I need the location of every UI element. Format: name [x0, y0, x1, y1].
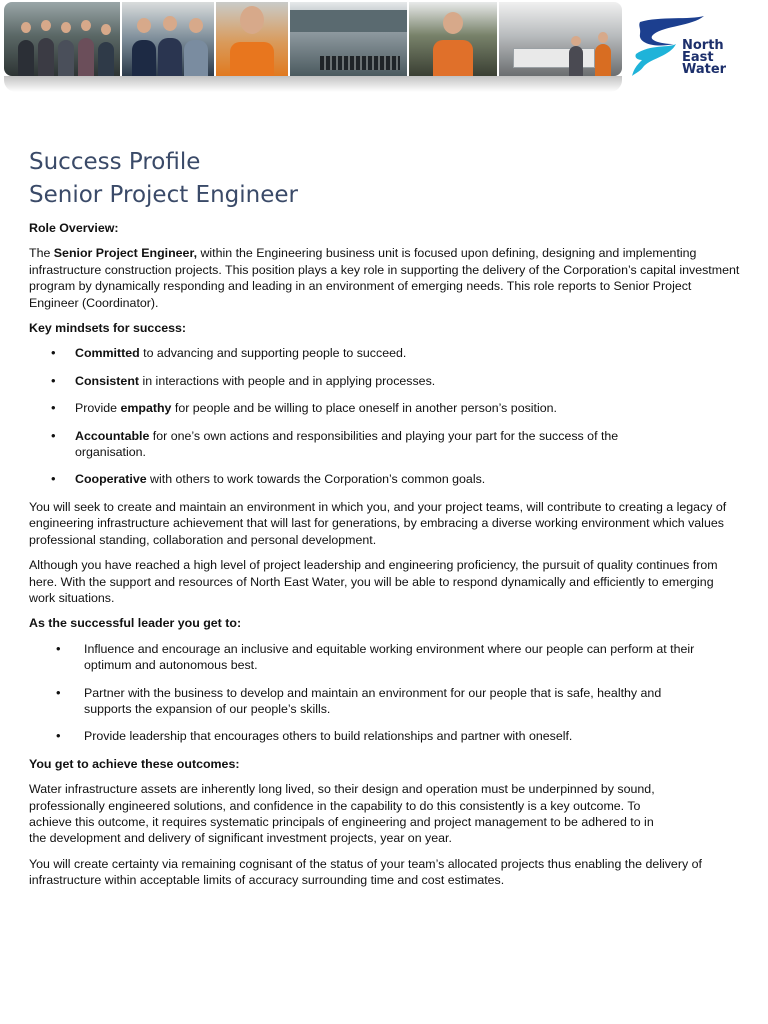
mindset-keyword: empathy [120, 401, 172, 416]
mindset-item [29, 400, 741, 416]
leader-list [29, 641, 741, 745]
logo-line-north: North [682, 38, 724, 53]
mindsets-heading: Key mindsets for success: [29, 321, 187, 336]
header-photo-banner [4, 2, 622, 76]
mindsets-list [29, 345, 741, 487]
mindset-text: for one’s own actions and responsibilities and playing your part for the success of the organisation. [75, 428, 619, 460]
leader-item: • Influence and encourage an inclusive and equitable working environment where our people can perform at their optimum and autonomous best. [29, 641, 741, 674]
mindset-text: in interactions with people and in applying processes. [139, 373, 436, 388]
intro-role-bold: Senior Project Engineer, [53, 246, 198, 261]
mindset-item [29, 471, 741, 487]
outdoor-worker-photo [409, 2, 497, 76]
title-success-profile: Success Profile [29, 149, 201, 175]
page-title [29, 146, 298, 212]
logo-line-east: East [682, 50, 714, 65]
mindset-keyword: Consistent [75, 373, 140, 388]
document-body [29, 220, 741, 898]
title-role-name: Senior Project Engineer [29, 182, 298, 208]
role-overview-heading: Role Overview: [29, 221, 119, 235]
legacy-paragraph: You will seek to create and maintain an environment in which you, and your project teams, will contribute to creating a legacy of engineering infrastructure achievement that will last for generations, by embracing a diverse working environment which values professional standing, collaboration and personal development. [29, 499, 727, 547]
intro-text: within the Engineering business unit is focused upon defining, designing and implementing infrastructure construction projects. This position plays a key role in supporting the delivery of the Corporation’s capital investment program by dynamically responding and leading in an environment of emerging needs. This role reports to Senior Project Engineer (Coordinator). [29, 246, 740, 310]
mindset-text: for people and be willing to place oneself in another person’s position. [171, 401, 557, 416]
logo-wordmark [682, 40, 762, 76]
mindset-item [29, 373, 741, 389]
mindset-keyword: Cooperative [75, 472, 147, 487]
staff-trophy-photo [122, 2, 214, 76]
building-group-photo [290, 2, 407, 76]
proficiency-paragraph: Although you have reached a high level of project leadership and engineering proficiency, the pursuit of quality continues from here. With the support and resources of North East Water, you will be able to respond dynamically and efficiently to emerging work situations. [29, 558, 718, 605]
mindset-prefix: Provide [75, 401, 121, 416]
leader-heading: As the successful leader you get to: [29, 616, 242, 631]
certainty-paragraph: You will create certainty via remaining cognisant of the status of your team’s allocated projects thus enabling the delivery of infrastructure within acceptable limits of accuracy surrounding time and cost estimates. [29, 856, 702, 888]
mindset-keyword: Committed [75, 346, 140, 361]
team-group-photo [4, 2, 120, 76]
leader-item: • Provide leadership that encourages others to build relationships and partner with oneself. [29, 728, 741, 744]
intro-prefix: The [29, 246, 54, 261]
mindset-text: with others to work towards the Corporation’s common goals. [146, 472, 486, 487]
outcomes-heading: You get to achieve these outcomes: [29, 756, 240, 771]
mindset-text: to advancing and supporting people to succeed. [139, 346, 407, 361]
meeting-room-photo [499, 2, 622, 76]
mindset-item [29, 428, 645, 461]
logo-line-water: Water [682, 62, 727, 77]
banner-shadow [4, 76, 622, 92]
mindset-keyword: Accountable [75, 428, 150, 443]
mindset-item [29, 345, 741, 361]
role-overview-paragraph [29, 245, 741, 311]
field-worker-photo [216, 2, 288, 76]
outcomes-paragraph: Water infrastructure assets are inherently long lived, so their design and operation must be underpinned by sound, professionally engineered solutions, and confidence in the capability to do this consistently is a key outcome. To achieve this outcome, it requires systematic principals of engineering and project management to be adhered to in the development and delivery of significant investment projects, year on year. [29, 782, 655, 846]
leader-item: • Partner with the business to develop and maintain an environment for our people that is safe, healthy and supports the expansion of our people’s skills. [29, 685, 684, 718]
